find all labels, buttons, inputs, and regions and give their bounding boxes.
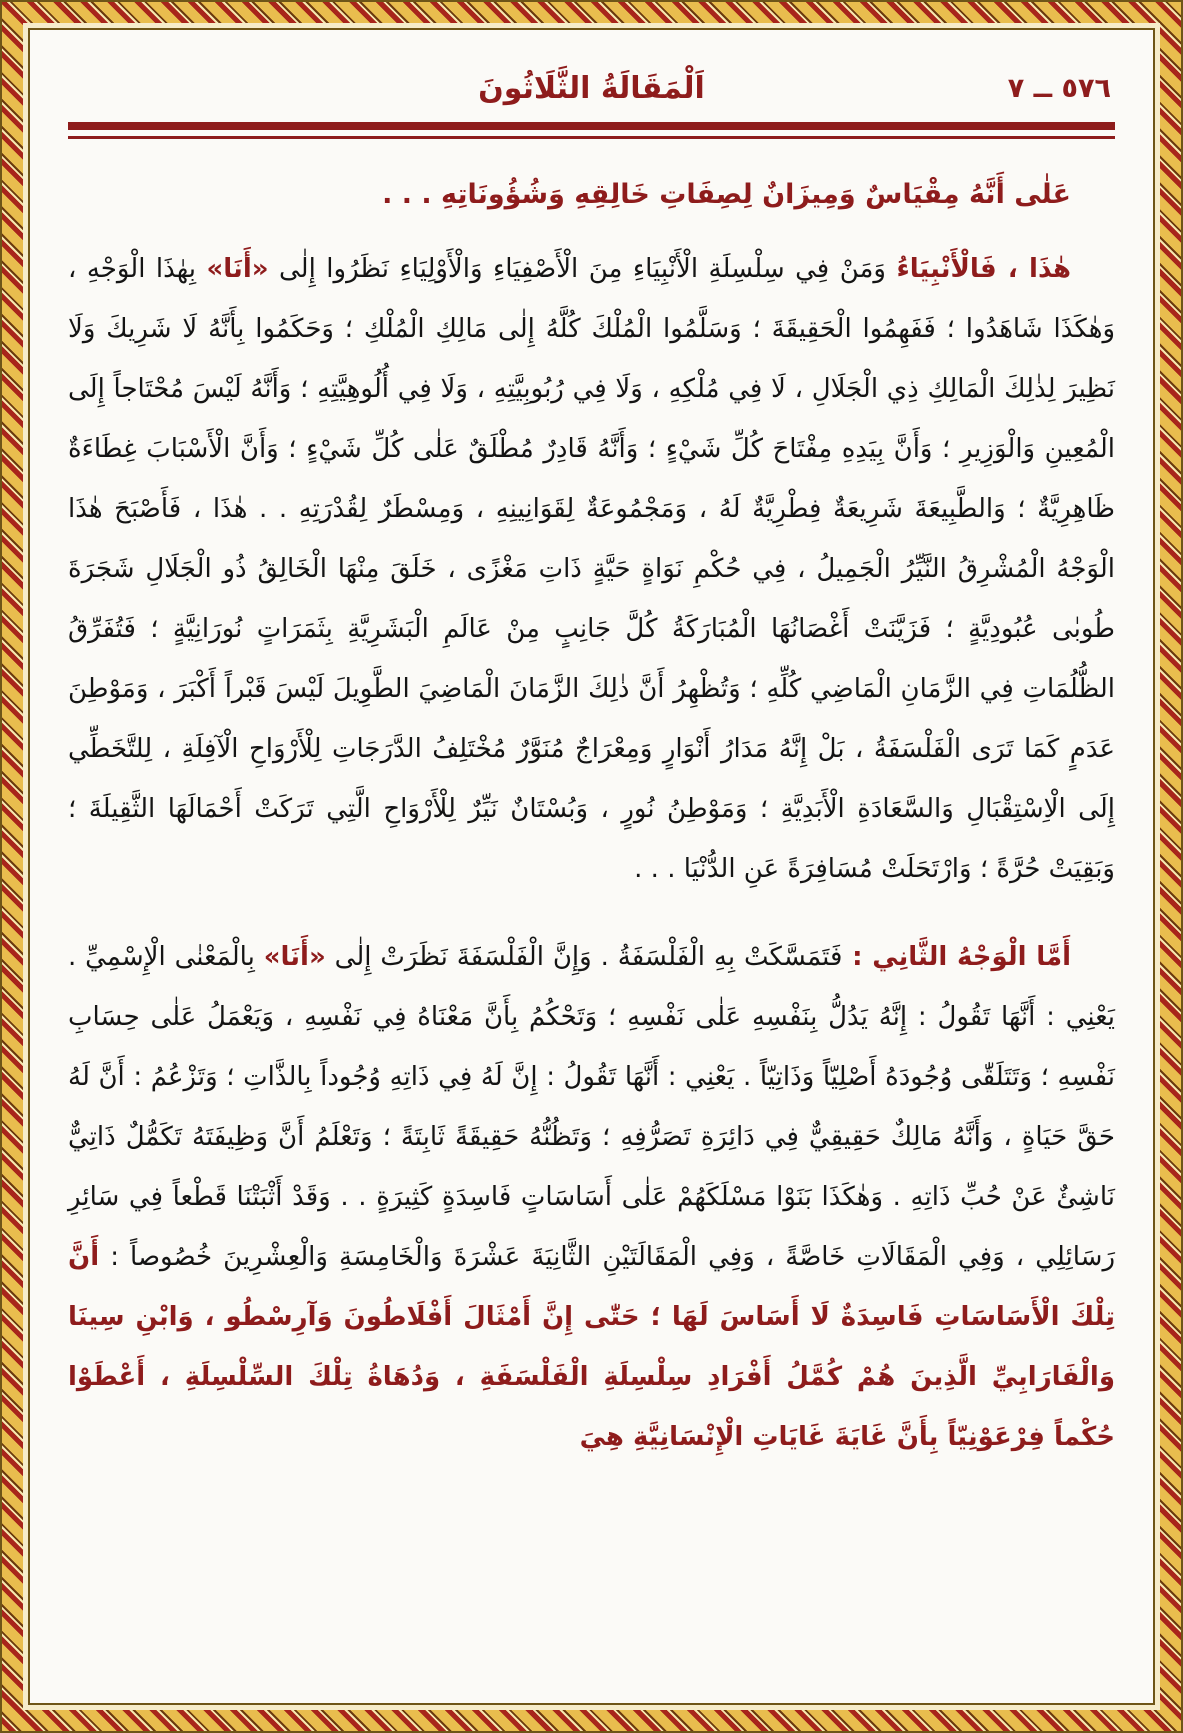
header-divider-rule — [68, 122, 1115, 139]
page-header — [68, 60, 1115, 118]
page-number: ٥٧٦ ــ ٧ — [1007, 73, 1111, 104]
page-sheet — [28, 28, 1155, 1705]
page-title: اَلْمَقَالَةُ الثَّلَاثُونَ — [478, 71, 705, 106]
ana-term-2: «أَنَا» — [263, 942, 326, 972]
paragraph-1-lead: هٰذَا ، فَالْأَنْبِيَاءُ — [896, 254, 1071, 284]
paragraph-2-text-b: بِالْمَعْنٰى الْإِسْمِيِّ . يَعْنِي : أَنَّهَا تَقُولُ : إِنَّهُ يَدُلُّ بِنَفْسِهِ عَلٰى نَفْسِهِ ؛ وَتَحْكُمُ بِأَنَّ مَعْنَاهُ فِي نَفْسِهِ ، وَيَعْمَلُ عَلٰى حِسَابِ نَفْسِهِ ؛ وَتَتَلَقّٰى وُجُودَهُ أَصْلِيّاً وَذَاتِيّاً . يَعْنِي : أَنَّهَا تَقُولُ : إِنَّ لَهُ فِي ذَاتِهِ وُجُوداً بِالذَّاتِ ؛ وَتَزْعُمُ : أَنَّ لَهُ حَقَّ حَيَاةٍ ، وَأَنَّهُ مَالِكٌ حَقِيقِيٌّ فِي دَائِرَةِ تَصَرُّفِهِ ؛ وَتَظُنُّهُ حَقِيقَةً ثَابِتَةً ؛ وَتَعْلَمُ أَنَّ وَظِيفَتَهُ تَكَمُّلٌ ذَاتِيٌّ نَاشِئٌ عَنْ حُبِّ ذَاتِهِ . وَهٰكَذَا بَنَوْا مَسْلَكَهُمْ عَلٰى أَسَاسَاتٍ فَاسِدَةٍ كَثِيرَةٍ . . وَقَدْ أَثْبَتْنَا قَطْعاً فِي سَائِرِ رَسَائِلِي ، وَفِي الْمَقَالَاتِ خَاصَّةً ، وَفِي الْمَقَالَتَيْنِ الثَّانِيَةَ عَشْرَةَ وَالْخَامِسَةِ وَالْعِشْرِينَ خُصُوصاً : — [68, 942, 1115, 1272]
paragraph-2 — [68, 927, 1115, 1467]
ana-term-1: «أَنَا» — [206, 254, 269, 284]
paragraph-2-tail-red: أَنَّ تِلْكَ الْأَسَاسَاتِ فَاسِدَةٌ لَا أَسَاسَ لَهَا ؛ حَتّٰى إِنَّ أَمْثَالَ أَفْلَاطُونَ وَآرِسْطُو ، وَابْنِ سِينَا وَالْفَارَابِيِّ الَّذِينَ هُمْ كُمَّلُ أَفْرَادِ سِلْسِلَةِ الْفَلْسَفَةِ ، وَدُهَاةُ تِلْكَ السِّلْسِلَةِ ، أَعْطَوْا حُكْماً فِرْعَوْنِيّاً بِأَنَّ غَايَةَ غَايَاتِ الْإِنْسَانِيَّةِ هِيَ — [68, 1242, 1115, 1452]
subtitle-line: عَلٰى أَنَّهُ مِقْيَاسٌ وَمِيزَانٌ لِصِفَاتِ خَالِقِهِ وَشُؤُونَاتِهِ . . . — [382, 179, 1071, 210]
paragraph-1 — [68, 239, 1115, 899]
paragraph-2-text-a: فَتَمَسَّكَتْ بِهِ الْفَلْسَفَةُ . وَإِنَّ الْفَلْسَفَةَ نَظَرَتْ إِلٰى — [325, 942, 843, 972]
paragraph-1-text-b: بِهٰذَا الْوَجْهِ ، وَهٰكَذَا شَاهَدُوا ؛ فَفَهِمُوا الْحَقِيقَةَ ؛ وَسَلَّمُوا الْمُلْكَ كُلَّهُ إِلٰى مَالِكِ الْمُلْكِ ؛ وَحَكَمُوا بِأَنَّهُ لَا شَرِيكَ وَلَا نَظِيرَ لِذٰلِكَ الْمَالِكِ ذِي الْجَلَالِ ، لَا فِي مُلْكِهِ ، وَلَا فِي رُبُوبِيَّتِهِ ، وَلَا فِي أُلُوهِيَّتِهِ ؛ وَأَنَّهُ لَيْسَ مُحْتَاجاً إِلَى الْمُعِينِ وَالْوَزِيرِ ؛ وَأَنَّ بِيَدِهِ مِفْتَاحَ كُلِّ شَيْءٍ ؛ وَأَنَّهُ قَادِرٌ مُطْلَقٌ عَلٰى كُلِّ شَيْءٍ ؛ وَأَنَّ الْأَسْبَابَ غِطَاءَةٌ ظَاهِرِيَّةٌ ؛ وَالطَّبِيعَةَ شَرِيعَةٌ فِطْرِيَّةٌ لَهُ ، وَمَجْمُوعَةٌ لِقَوَانِينِهِ ، وَمِسْطَرٌ لِقُدْرَتِهِ . . هٰذَا ، فَأَصْبَحَ هٰذَا الْوَجْهُ الْمُشْرِقُ النَّيِّرُ الْجَمِيلُ ، فِي حُكْمِ نَوَاةٍ حَيَّةٍ ذَاتِ مَغْزًى ، خَلَقَ مِنْهَا الْخَالِقُ ذُو الْجَلَالِ شَجَرَةَ طُوبٰى عُبُودِيَّةٍ ؛ فَزَيَّنَتْ أَغْصَانُهَا الْمُبَارَكَةُ كُلَّ جَانِبٍ مِنْ عَالَمِ الْبَشَرِيَّةِ بِثَمَرَاتٍ نُورَانِيَّةٍ ؛ فَتُفَرِّقُ الظُّلُمَاتِ فِي الزَّمَانِ الْمَاضِي كُلِّهِ ؛ وَتُظْهِرُ أَنَّ ذٰلِكَ الزَّمَانَ الْمَاضِيَ الطَّوِيلَ لَيْسَ قَبْراً أَكْبَرَ ، وَمَوْطِنَ عَدَمٍ كَمَا تَرَى الْفَلْسَفَةُ ، بَلْ إِنَّهُ مَدَارُ أَنْوَارٍ وَمِعْرَاجٌ مُنَوَّرٌ مُخْتَلِفُ الدَّرَجَاتِ لِلْأَرْوَاحِ الْآفِلَةِ ، لِلتَّخَطِّي إِلَى الْاِسْتِقْبَالِ وَالسَّعَادَةِ الْأَبَدِيَّةِ ؛ وَمَوْطِنُ نُورٍ ، وَبُسْتَانٌ نَيِّرٌ لِلْأَرْوَاحِ الَّتِي تَرَكَتْ أَحْمَالَهَا الثَّقِيلَةَ ؛ وَبَقِيَتْ حُرَّةً ؛ وَارْتَحَلَتْ مُسَافِرَةً عَنِ الدُّنْيَا . . . — [68, 254, 1115, 884]
paragraph-2-lead: أَمَّا الْوَجْهُ الثَّانِي : — [842, 942, 1071, 972]
paragraph-1-text-a: وَمَنْ فِي سِلْسِلَةِ الْأَنْبِيَاءِ مِنَ الْأَصْفِيَاءِ وَالْأَوْلِيَاءِ نَظَرُوا إِلٰى — [268, 254, 897, 284]
